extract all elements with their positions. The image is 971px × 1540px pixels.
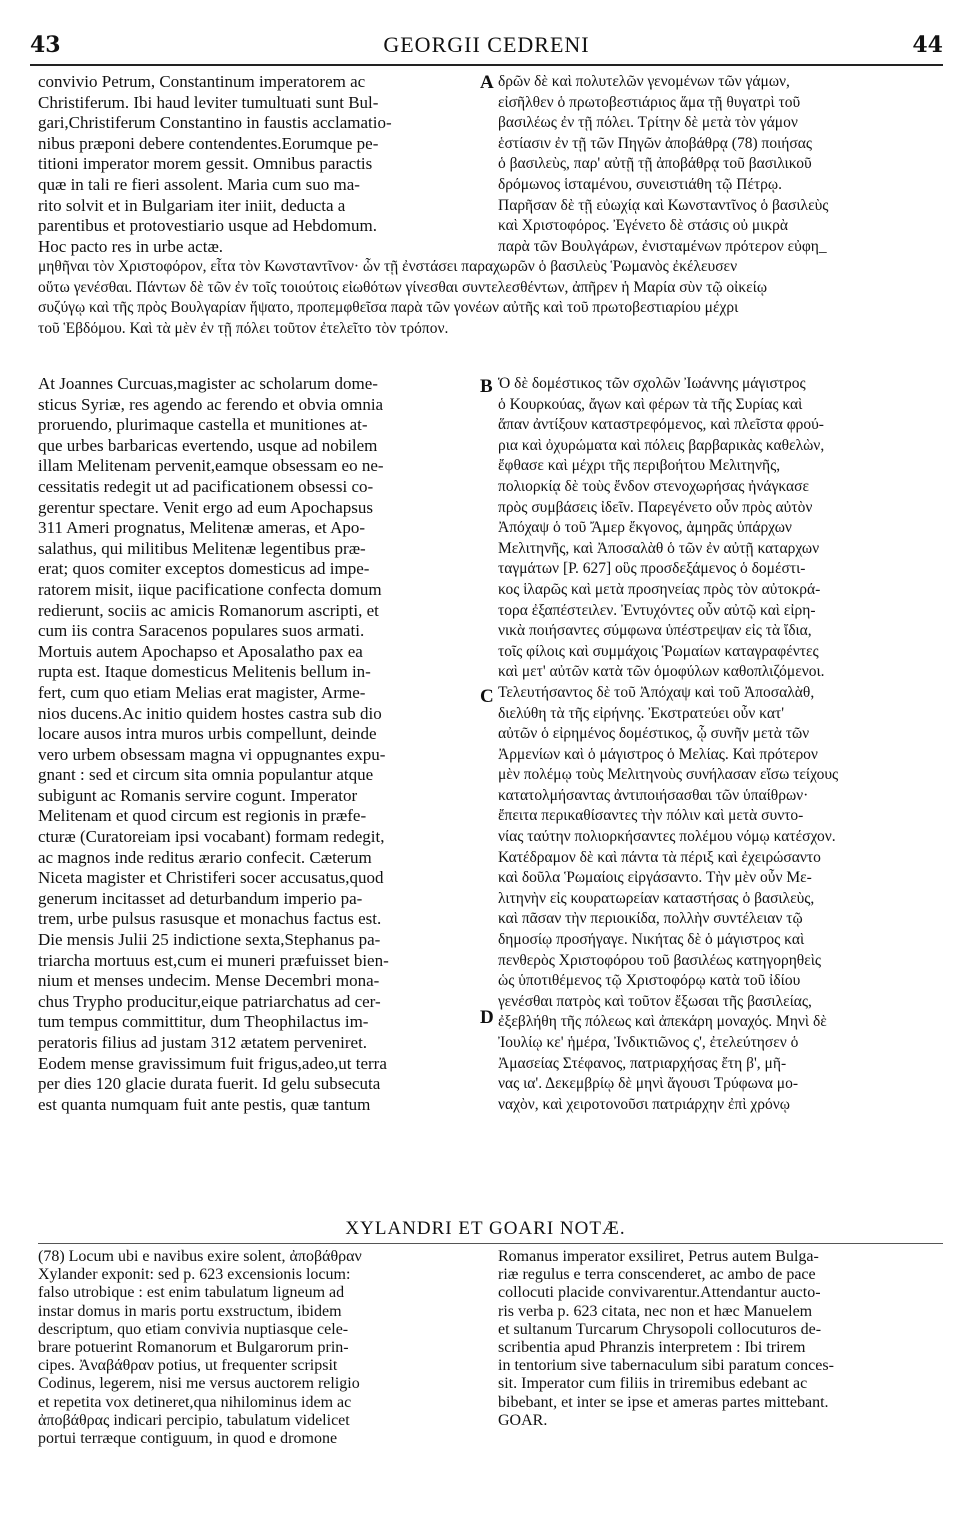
- greek-text-line: Κατέδραμον δὲ καὶ πάντα τὰ πέριξ καὶ ἐχειρώσαντο: [498, 848, 821, 866]
- latin-text-line: Die mensis Julii 25 indictione sexta,Stephanus pa-: [38, 930, 381, 950]
- note-text-line: riæ regulus e terra conscenderet, ac ambo de pace: [498, 1266, 816, 1284]
- note-text-line: instar domus in maris portu exstructum, ibidem: [38, 1302, 342, 1320]
- section-marker-c: C: [480, 686, 494, 707]
- latin-text-line: Christiferum. Ibi haud leviter tumultuati sunt Bul-: [38, 92, 379, 112]
- page-number-right: 44: [912, 32, 943, 58]
- note-text-line: portui terræque contiguum, in quod e dromone: [38, 1429, 338, 1447]
- note-text-line: in tentorium sive tabernaculum sibi paratum conces-: [498, 1357, 834, 1375]
- greek-text-line: ταγμάτων [P. 627] οὓς προσδεξάμενος ὁ δομέστι-: [498, 560, 806, 578]
- latin-text-line: per dies 120 glacie durata fuerit. Id gelu subsecuta: [38, 1074, 381, 1094]
- latin-text-line: salathus, qui militibus Melitenæ legentibus præ-: [38, 538, 366, 558]
- latin-text-line: erat; quos comiter exceptos domesticus ad impe-: [38, 559, 370, 579]
- latin-text-line: quæ in tali re fieri assolent. Maria cum suo ma-: [38, 174, 360, 194]
- note-text-line: collocuti placide convivarentur.Attendantur aucto-: [498, 1284, 821, 1302]
- greek-text-line: μὲν πολέμῳ τοὺς Μελιτηνοὺς συνήλασαν εἴσω τείχους: [498, 766, 839, 784]
- greek-text-line: τοῖς φίλοις καὶ συμμάχοις Ῥωμαίων καταγραφέντες: [498, 642, 819, 660]
- greek-text-line: ἅπαν ἀντίξουν καταστρεφόμενος, καὶ πλεῖστα φρού-: [498, 416, 824, 434]
- latin-text-line: Melitenam et quod circum est regionis in præfe-: [38, 806, 367, 826]
- greek-text-line: δρόμωνος ἱσταμένου, συνειστιάθη τῷ Πέτρῳ.: [498, 175, 782, 193]
- greek-text-line: τοῦ Ἑβδόμου. Καὶ τὰ μὲν ἐν τῇ πόλει τοῦτον ἐτελεῖτο τὸν τρόπον.: [38, 319, 449, 337]
- latin-text-line: subigunt ac Romanis servire cogunt. Imperator: [38, 785, 358, 805]
- greek-column-top: [498, 72, 938, 257]
- greek-text-line: καὶ Χριστοφόρος. Ἐγένετο δὲ στάσις οὐ μικρὰ: [498, 217, 789, 235]
- greek-text-line: ὁ βασιλεὺς, παρ' αὐτῇ τῇ ἀποβάθρᾳ τοῦ βασιλικοῦ: [498, 155, 812, 173]
- latin-text-line: rupta est. Itaque domesticus Melitenis bellum in-: [38, 662, 371, 682]
- greek-text-line: ἑστίασιν ἐν τῇ τῶν Πηγῶν ἀποβάθρᾳ (78) ποιήσας: [498, 134, 812, 152]
- latin-text-line: generum incitasset ad deturbandum imperio pa-: [38, 888, 363, 908]
- latin-text-line: titioni imperator morem gessit. Omnibus paractis: [38, 154, 373, 174]
- greek-text-line: ἔφθασε καὶ μέχρι τῆς περιβοήτου Μελιτηνῆς,: [498, 457, 781, 475]
- note-text-line: ris verba p. 623 citata, nec non et hæc Manuelem: [498, 1302, 813, 1320]
- latin-text-line: ac magnos inde reditus ærario confecit. Cæterum: [38, 847, 372, 867]
- greek-text-line: ἐξεβλήθη τῆς πόλεως καὶ ἀπεκάρη μοναχός. Μηνὶ δὲ: [498, 1013, 827, 1031]
- note-text-line: GOAR.: [498, 1411, 548, 1429]
- greek-text-line: οὕτω γενέσθαι. Πάντων δὲ τῶν ἐν τοῖς τοιούτοις εἰωθότων γίνεσθαι συντελεσθέντων, ἀπῆρεν ἡ Μαρία σὺν τῷ οἰκείῳ: [38, 278, 768, 296]
- greek-text-line: βασιλέως ἐν τῇ πόλει. Τρίτην δὲ μετὰ τὸν γάμον: [498, 114, 798, 132]
- latin-text-line: sticus Syriæ, res agendo ac ferendo et obvia omnia: [38, 394, 384, 414]
- latin-text-line: que urbes barbaricas evertendo, usque ad nobilem: [38, 435, 378, 455]
- note-text-line: bibebant, et inter se ipse et ameras partes mittebant.: [498, 1393, 829, 1411]
- latin-column-top: [38, 72, 474, 257]
- latin-text-line: vero urbem obsessam magna vi oppugnantes expu-: [38, 744, 386, 764]
- greek-full-width-paragraph: [38, 257, 943, 339]
- latin-text-line: At Joannes Curcuas,magister ac scholarum dome-: [38, 374, 378, 393]
- greek-text-line: δρῶν δὲ καὶ πολυτελῶν γενομένων τῶν γάμων,: [498, 73, 790, 90]
- note-text-line: (78) Locum ubi e navibus exire solent, ἀποβάθραν: [38, 1248, 362, 1265]
- page-header: [30, 24, 943, 66]
- notes-title: XYLANDRI ET GOARI NOTÆ.: [345, 1218, 626, 1239]
- greek-text-line: τορα ἐξαπέστειλεν. Ἐντυχόντες οὖν αὐτῷ καὶ εἰρη-: [498, 601, 816, 619]
- greek-text-line: διελύθη τὰ τῆς εἰρήνης. Ἐκστρατεύει οὖν κατ': [498, 704, 784, 722]
- running-title: GEORGII CEDRENI: [383, 32, 590, 57]
- latin-text-line: Mortuis autem Apochapso et Aposalatho pax ea: [38, 641, 363, 661]
- latin-text-line: peratoris filius ad justam 312 ætatem perveniret.: [38, 1033, 368, 1052]
- latin-text-line: nios ducens.Ac initio quidem hostes castra sub dio: [38, 703, 382, 723]
- page-number-left: 43: [30, 32, 61, 58]
- note-text-line: ἀποβάθρας indicari percipio, tabulatum videlicet: [38, 1411, 350, 1429]
- latin-text-line: parentibus et protovestiario usque ad Hebdomum.: [38, 216, 377, 236]
- note-text-line: cipes. Ἀναβάθραν potius, ut frequenter scripsit: [38, 1357, 338, 1375]
- latin-text-line: ratorem misit, iique pacificatione confecta domum: [38, 579, 382, 599]
- latin-text-line: gnant : sed et circum sita omnia populantur atque: [38, 765, 374, 785]
- latin-text-line: cessitatis redegit ut ad pacificationem obsessi co-: [38, 476, 374, 496]
- greek-text-line: Ὁ δὲ δομέστικος τῶν σχολῶν Ἰωάννης μάγιστρος: [498, 375, 806, 392]
- greek-text-line: κος ἱλαρῶς καὶ μετὰ προσηνείας πρὸς τὸν αὐτοκρά-: [498, 580, 821, 598]
- greek-text-line: Ἀμασείας Στέφανος, πατριαρχήσας ἔτη β', μῆ-: [498, 1054, 787, 1072]
- section-marker-d: D: [480, 1007, 494, 1028]
- notes-left-column: [38, 1248, 478, 1448]
- greek-text-line: μηθῆναι τὸν Χριστοφόρον, εἶτα τὸν Κωνσταντῖνον· ὧν τῇ ἐνστάσει παραχωρῶν ὁ βασιλεὺς Ῥωμανὸς ἐκέλευσεν: [38, 258, 738, 275]
- greek-text-line: πολιορκίᾳ δὲ τοὺς ἔνδον στενοχωρήσας ἠνάγκασε: [498, 477, 810, 495]
- greek-text-line: ἔπειτα περικαθίσαντες τὴν πόλιν καὶ μετὰ συντο-: [498, 807, 804, 825]
- greek-text-line: Μελιτηνῆς, καὶ Ἀποσαλὰθ ὁ τῶν ἐν αὐτῇ καταρχων: [498, 539, 820, 557]
- latin-text-line: locare ausos intra muros urbis compellunt, deinde: [38, 724, 377, 744]
- latin-text-line: cturæ (Curatoreiam ipsi vocabant) formam redegit,: [38, 827, 385, 847]
- greek-text-line: παρὰ τῶν Βουλγάρων, ἐνισταμένων πρότερον εὐφη_: [498, 237, 827, 255]
- greek-text-line: κατατολμήσαντας ἀντιποιήσασθαι τῶν ὑπαίθρων·: [498, 786, 809, 804]
- note-text-line: sit. Imperator cum filiis in triremibus edebant ac: [498, 1375, 808, 1393]
- latin-text-line: rito solvit et in Bulgariam iter iniit, deducta a: [38, 195, 346, 215]
- latin-text-line: fert, cum quo etiam Melias erat magister, Arme-: [38, 682, 366, 702]
- notes-right-column: [498, 1248, 943, 1430]
- greek-text-line: νας ια'. Δεκεμβρίῳ δὲ μηνὶ ἄγουσι Τρύφωνα μο-: [498, 1075, 799, 1093]
- latin-text-line: convivio Petrum, Constantinum imperatorem ac: [38, 72, 366, 91]
- latin-text-line: 311 Ameri prognatus, Melitenæ ameras, et Apo-: [38, 518, 366, 538]
- note-text-line: et repetita vox detineret,qua nihilominus idem ac: [38, 1393, 352, 1411]
- section-marker-a: A: [480, 72, 494, 93]
- latin-text-line: trem, urbe pulsus rasusque et monachus factus est.: [38, 909, 382, 929]
- greek-text-line: Ἀπόχαψ ὁ τοῦ Ἄμερ ἔκγονος, ἀμηρᾶς ὑπάρχων: [498, 519, 792, 537]
- greek-text-line: αὐτῶν ὁ εἰρημένος δομέστικος, ᾧ συνῆν μετὰ τῶν: [498, 725, 810, 743]
- latin-text-line: gerentur spectare. Venit ergo ad eum Apochapsus: [38, 497, 374, 517]
- greek-text-line: λιτηνὴν εἰς κουρατωρείαν καταστήσας ὁ βασιλεὺς,: [498, 889, 815, 907]
- note-text-line: brare potuerint Romanorum et Bulgarorum prin-: [38, 1338, 349, 1356]
- latin-column-main: [38, 374, 474, 1115]
- latin-text-line: chus Trypho producitur,eique patriarchatus ad cer-: [38, 991, 381, 1011]
- latin-text-line: tum tempus committitur, dum Theophilactus im-: [38, 1012, 369, 1032]
- greek-text-line: νίας ταύτην πολιορκήσαντες πολέμου νόμῳ κατέσχον.: [498, 828, 836, 846]
- greek-text-line: Παρῆσαν δὲ τῇ εὐωχίᾳ καὶ Κωνσταντῖνος ὁ βασιλεὺς: [498, 196, 829, 214]
- greek-text-line: Ἀρμενίων καὶ ὁ μάγιστρος ὁ Μελίας. Καὶ πρότερον: [498, 745, 818, 763]
- latin-text-line: cum iis contra Saracenos populares suos armati.: [38, 621, 365, 641]
- note-text-line: scribentia apud Phranzis interpretem : Ibi trirem: [498, 1338, 806, 1356]
- greek-text-line: δημοσίῳ προσήγαγε. Νικήτας δὲ ὁ μάγιστρος καὶ: [498, 931, 805, 949]
- latin-text-line: nibus præponi debere contendentes.Eorumque pe-: [38, 133, 379, 153]
- greek-text-line: πενθερὸς Χριστοφόρου τοῦ βασιλέως κατηγορηθεὶς: [498, 951, 822, 969]
- note-text-line: Romanus imperator exsiliret, Petrus autem Bulga-: [498, 1248, 819, 1265]
- greek-column-main: [498, 374, 938, 1115]
- greek-text-line: ναχὸν, καὶ χειροτονοῦσι πατριάρχην ἐπὶ χρόνῳ: [498, 1095, 790, 1113]
- latin-text-line: redierunt, sociis ac amicis Romanorum ascripti, et: [38, 600, 379, 620]
- greek-text-line: καὶ δοῦλα Ῥωμαίοις εἰργάσαντο. Τὴν μὲν οὖν Με-: [498, 869, 812, 887]
- greek-text-line: πρὸς συμβάσεις ἰδεῖν. Παρεγένετο οὖν πρὸς αὐτὸν: [498, 498, 813, 516]
- note-text-line: Codinus, legerem, nisi me versus auctorem religio: [38, 1375, 360, 1393]
- latin-text-line: nium et menses undecim. Mense Decembri mona-: [38, 971, 380, 991]
- latin-text-line: illam Melitenam pervenit,eamque obsessam eo ne-: [38, 456, 384, 476]
- note-text-line: falso utrobique : est enim tabulatum ligneum ad: [38, 1284, 345, 1302]
- greek-text-line: Ἰουλίῳ κε' ἡμέρα, Ἰνδικτιῶνος ς', ἐτελεύτησεν ὁ: [498, 1034, 799, 1051]
- greek-text-line: ὡς ὑποτιθέμενος τῷ Χριστοφόρῳ κατὰ τοῦ ἰδίου: [498, 972, 801, 990]
- note-text-line: et sultanum Turcarum Chrysopoli collocuturos de-: [498, 1320, 822, 1338]
- notes-divider: [38, 1243, 943, 1244]
- greek-text-line: συζύγῳ καὶ τῆς πρὸς Βουλγαρίαν ἥψατο, προπεμφθεῖσα παρὰ τῶν γονέων αὐτῆς καὶ τοῦ πρωτοβεστιαρίου μέχρι: [38, 299, 739, 317]
- latin-text-line: gari,Christiferum Constantino in faustis acclamatio-: [38, 113, 392, 133]
- latin-text-line: Niceta magister et Christiferi socer accusatus,quod: [38, 868, 384, 888]
- greek-text-line: ὁ Κουρκούας, ἄγων καὶ φέρων τὰ τῆς Συρίας καὶ: [498, 395, 803, 413]
- greek-text-line: γενέσθαι πατρὸς καὶ τοῦτον ἔξωσαι τῆς βασιλείας,: [498, 992, 812, 1010]
- greek-text-line: καὶ πᾶσαν τὴν περιοικίδα, πολλὴν συντέλειαν τῷ: [498, 910, 803, 928]
- latin-text-line: triarcha mortuus est,cum ei muneri præfuisset bien-: [38, 950, 389, 970]
- greek-text-line: ρια καὶ ὀχυρώματα καὶ πόλεις βαρβαρικὰς καθελὼν,: [498, 436, 825, 454]
- latin-text-line: Eodem mense gravissimum fuit frigus,adeo,ut terra: [38, 1053, 387, 1073]
- note-text-line: descriptum, quo etiam convivia nuptiasque cele-: [38, 1320, 349, 1338]
- greek-text-line: καὶ μετ' αὐτῶν κατὰ τῶν ὁμοφύλων καθοπλιζόμενοι.: [498, 663, 825, 681]
- greek-text-line: εἰσῆλθεν ὁ πρωτοβεστιάριος ἅμα τῇ θυγατρὶ τοῦ: [498, 93, 801, 111]
- section-marker-b: B: [480, 376, 493, 397]
- note-text-line: Xylander exponit: sed p. 623 excensionis locum:: [38, 1266, 351, 1284]
- latin-text-line: proruendo, plurimaque castella et munitiones at-: [38, 415, 368, 435]
- latin-text-line: est quanta numquam fuit ante pestis, quæ tantum: [38, 1094, 371, 1114]
- greek-text-line: Τελευτήσαντος δὲ τοῦ Ἀπόχαψ καὶ τοῦ Ἀποσαλὰθ,: [498, 683, 815, 701]
- latin-text-line: Hoc pacto res in urbe actæ.: [38, 236, 224, 256]
- greek-text-line: νικὰ ποιήσαντες σύμφωνα ὑπέστρεψαν εἰς τὰ ἴδια,: [498, 622, 812, 640]
